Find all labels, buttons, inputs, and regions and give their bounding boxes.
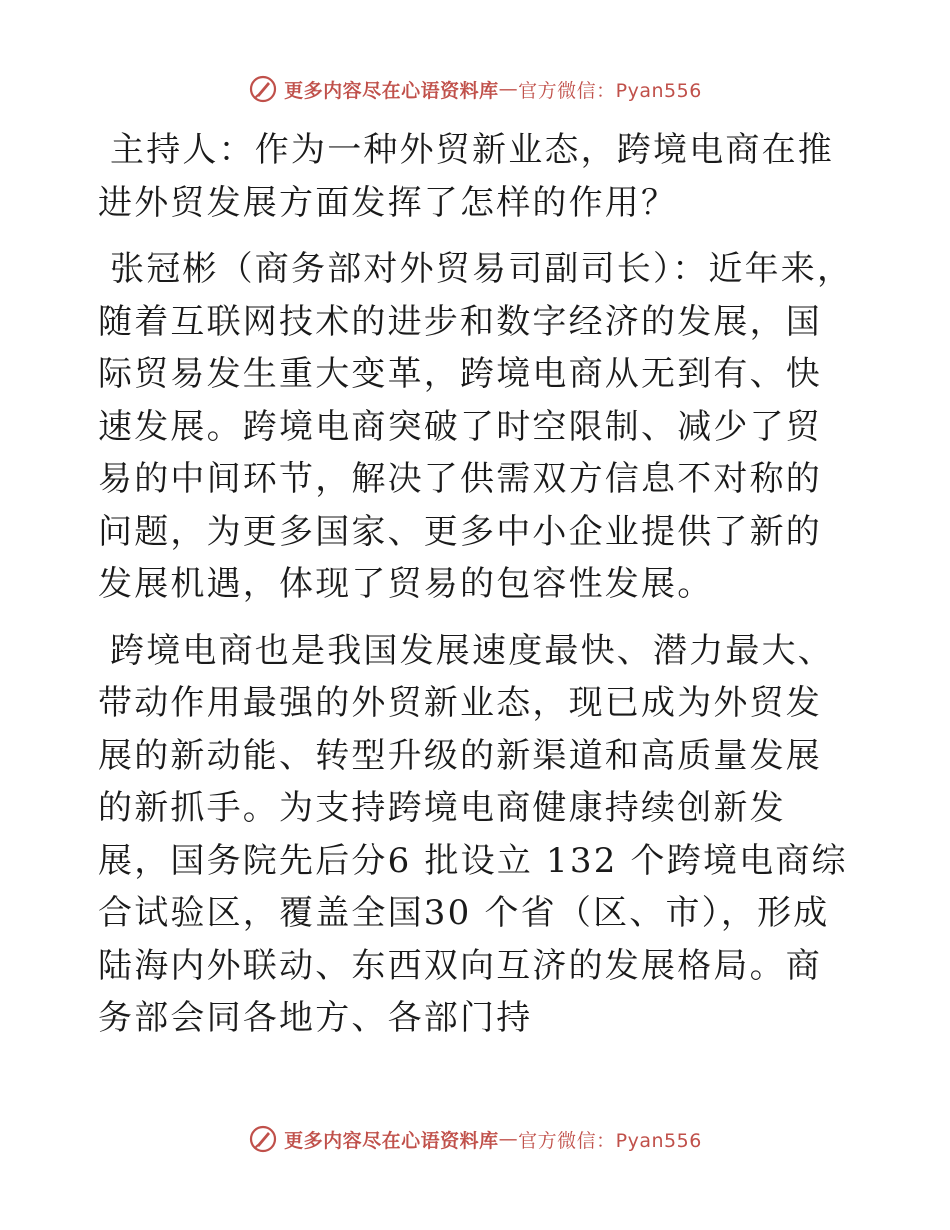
footer-watermark bbox=[0, 1124, 950, 1154]
quill-pen-logo-icon bbox=[248, 1124, 278, 1154]
paragraph-answer-intro: 张冠彬（商务部对外贸易司副司长）：近年来，随着互联网技术的进步和数字经济的发展，国际贸易发生重大变革，跨境电商从无到有、快速发展。跨境电商突破了时空限制、减少了贸易的中间环节，解决了供需双方信息不对称的问题，为更多国家、更多中小企业提供了新的发展机遇，体现了贸易的包容性发展。 bbox=[98, 249, 854, 604]
paragraph-host-question: 主持人：作为一种外贸新业态，跨境电商在推进外贸发展方面发挥了怎样的作用？ bbox=[98, 130, 834, 223]
watermark-contact-text: 官方微信：Pyan556 bbox=[518, 79, 702, 102]
quill-pen-logo-icon bbox=[248, 74, 278, 104]
watermark-main-text: 更多内容尽在心语资料库 bbox=[284, 1129, 499, 1152]
paragraph-answer-details: 跨境电商也是我国发展速度最快、潜力最大、带动作用最强的外贸新业态，现已成为外贸发展的新动能、转型升级的新渠道和高质量发展的新抓手。为支持跨境电商健康持续创新发展，国务院先后分6 批设立 132 个跨境电商综合试验区，覆盖全国30 个省（区、市），形成陆海内外联动、东西双向互济的发展格局。商务部会同各地方、各部门持 bbox=[98, 630, 848, 1038]
watermark-separator: — bbox=[498, 78, 519, 100]
watermark-contact-text: 官方微信：Pyan556 bbox=[518, 1129, 702, 1152]
watermark-separator: — bbox=[498, 1128, 519, 1150]
header-watermark bbox=[0, 74, 950, 104]
watermark-main-text: 更多内容尽在心语资料库 bbox=[284, 79, 499, 102]
document-body bbox=[98, 124, 858, 1059]
